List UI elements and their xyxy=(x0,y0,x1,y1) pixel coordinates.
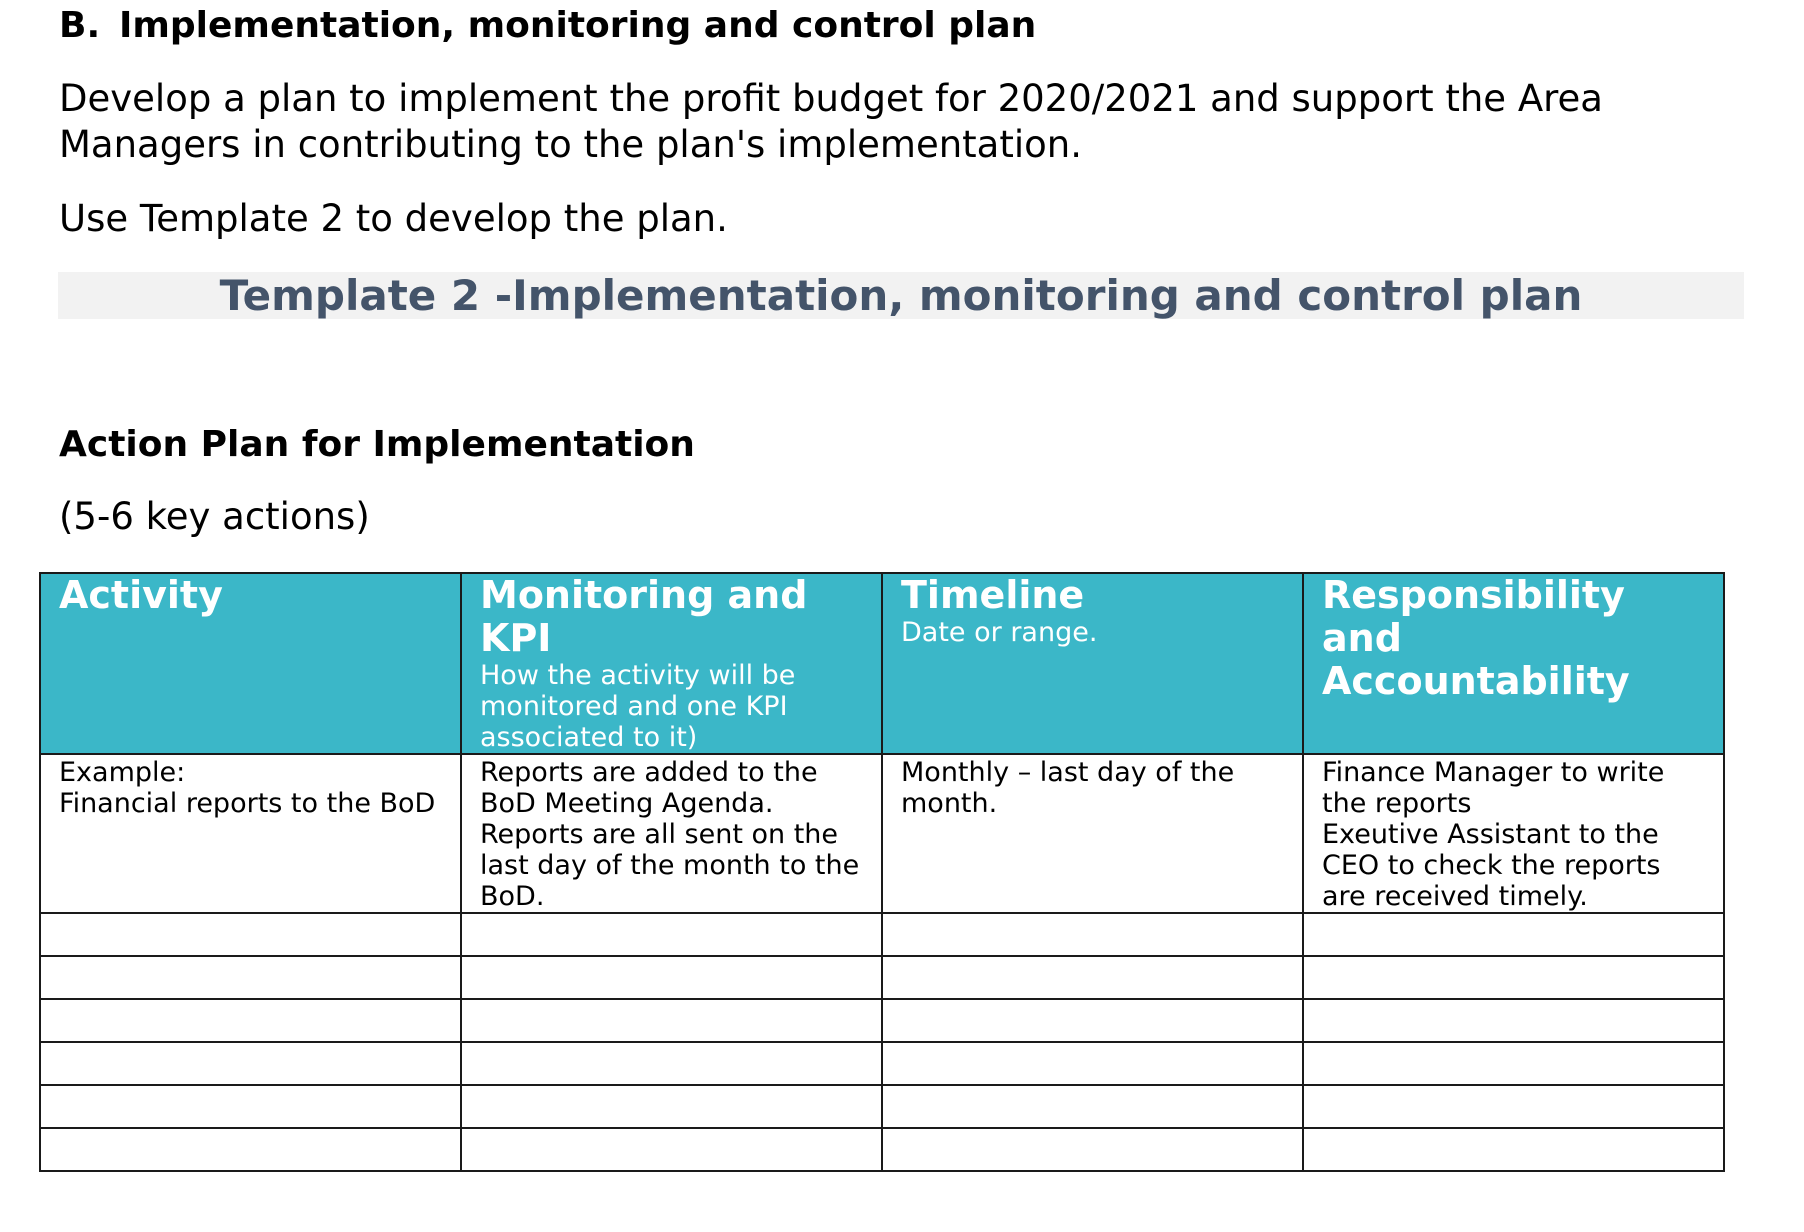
responsibility-cell[interactable] xyxy=(1303,1042,1724,1085)
example-activity: Financial reports to the BoD xyxy=(59,788,436,819)
timeline-cell[interactable] xyxy=(882,1128,1303,1171)
monitoring-cell[interactable] xyxy=(461,956,882,999)
header-monitoring-subtitle: How the activity will be monitored and one KPI associated to it) xyxy=(480,660,796,753)
table-row xyxy=(40,956,1724,999)
table-row xyxy=(40,1128,1724,1171)
example-activity-cell[interactable] xyxy=(40,754,461,913)
template-instruction: Use Template 2 to develop the plan. xyxy=(59,197,728,240)
header-responsibility-title: Responsibility and Accountability xyxy=(1322,573,1630,703)
instruction-paragraph: Develop a plan to implement the profit budget for 2020/2021 and support the Area Managers in contributing to the plan's implementation. xyxy=(59,77,1603,166)
action-plan-table xyxy=(39,572,1725,1172)
example-row xyxy=(40,754,1724,913)
responsibility-cell[interactable] xyxy=(1303,999,1724,1042)
activity-cell[interactable] xyxy=(40,956,461,999)
responsibility-cell[interactable] xyxy=(1303,1085,1724,1128)
example-monitoring-cell[interactable] xyxy=(461,754,882,913)
responsibility-cell[interactable] xyxy=(1303,1128,1724,1171)
section-title: Implementation, monitoring and control plan xyxy=(119,5,1037,46)
table-row xyxy=(40,1085,1724,1128)
timeline-cell[interactable] xyxy=(882,999,1303,1042)
monitoring-cell[interactable] xyxy=(461,1085,882,1128)
activity-cell[interactable] xyxy=(40,999,461,1042)
header-monitoring xyxy=(461,573,882,754)
timeline-cell[interactable] xyxy=(882,1042,1303,1085)
section-letter: B. xyxy=(59,5,101,46)
table-row xyxy=(40,999,1724,1042)
monitoring-cell[interactable] xyxy=(461,1042,882,1085)
timeline-cell[interactable] xyxy=(882,913,1303,956)
header-monitoring-title: Monitoring and KPI xyxy=(480,573,808,660)
example-responsibility-2: Exeutive Assistant to the CEO to check the reports are received timely. xyxy=(1322,819,1661,912)
header-activity xyxy=(40,573,461,754)
example-timeline-cell[interactable] xyxy=(882,754,1303,913)
table-row xyxy=(40,913,1724,956)
responsibility-cell[interactable] xyxy=(1303,913,1724,956)
header-timeline-title: Timeline xyxy=(901,573,1085,617)
example-monitoring: Reports are added to the BoD Meeting Agenda. Reports are all sent on the last day of the month to the BoD. xyxy=(480,757,860,912)
monitoring-cell[interactable] xyxy=(461,999,882,1042)
example-timeline: Monthly – last day of the month. xyxy=(901,757,1235,819)
header-activity-title: Activity xyxy=(59,573,223,617)
example-responsibility-cell[interactable] xyxy=(1303,754,1724,913)
timeline-cell[interactable] xyxy=(882,1085,1303,1128)
example-responsibility-1: Finance Manager to write the reports xyxy=(1322,757,1665,819)
activity-cell[interactable] xyxy=(40,1085,461,1128)
timeline-cell[interactable] xyxy=(882,956,1303,999)
activity-cell[interactable] xyxy=(40,913,461,956)
activity-cell[interactable] xyxy=(40,1042,461,1085)
monitoring-cell[interactable] xyxy=(461,1128,882,1171)
section-heading xyxy=(59,4,1036,48)
activity-cell[interactable] xyxy=(40,1128,461,1171)
key-actions-note: (5-6 key actions) xyxy=(59,495,370,538)
template-title: Template 2 -Implementation, monitoring and control plan xyxy=(58,272,1744,319)
header-timeline-subtitle: Date or range. xyxy=(901,617,1098,648)
table-header-row xyxy=(40,573,1724,754)
action-plan-heading: Action Plan for Implementation xyxy=(59,424,695,465)
responsibility-cell[interactable] xyxy=(1303,956,1724,999)
example-label: Example: xyxy=(59,757,186,788)
header-timeline xyxy=(882,573,1303,754)
header-responsibility xyxy=(1303,573,1724,754)
monitoring-cell[interactable] xyxy=(461,913,882,956)
table-row xyxy=(40,1042,1724,1085)
